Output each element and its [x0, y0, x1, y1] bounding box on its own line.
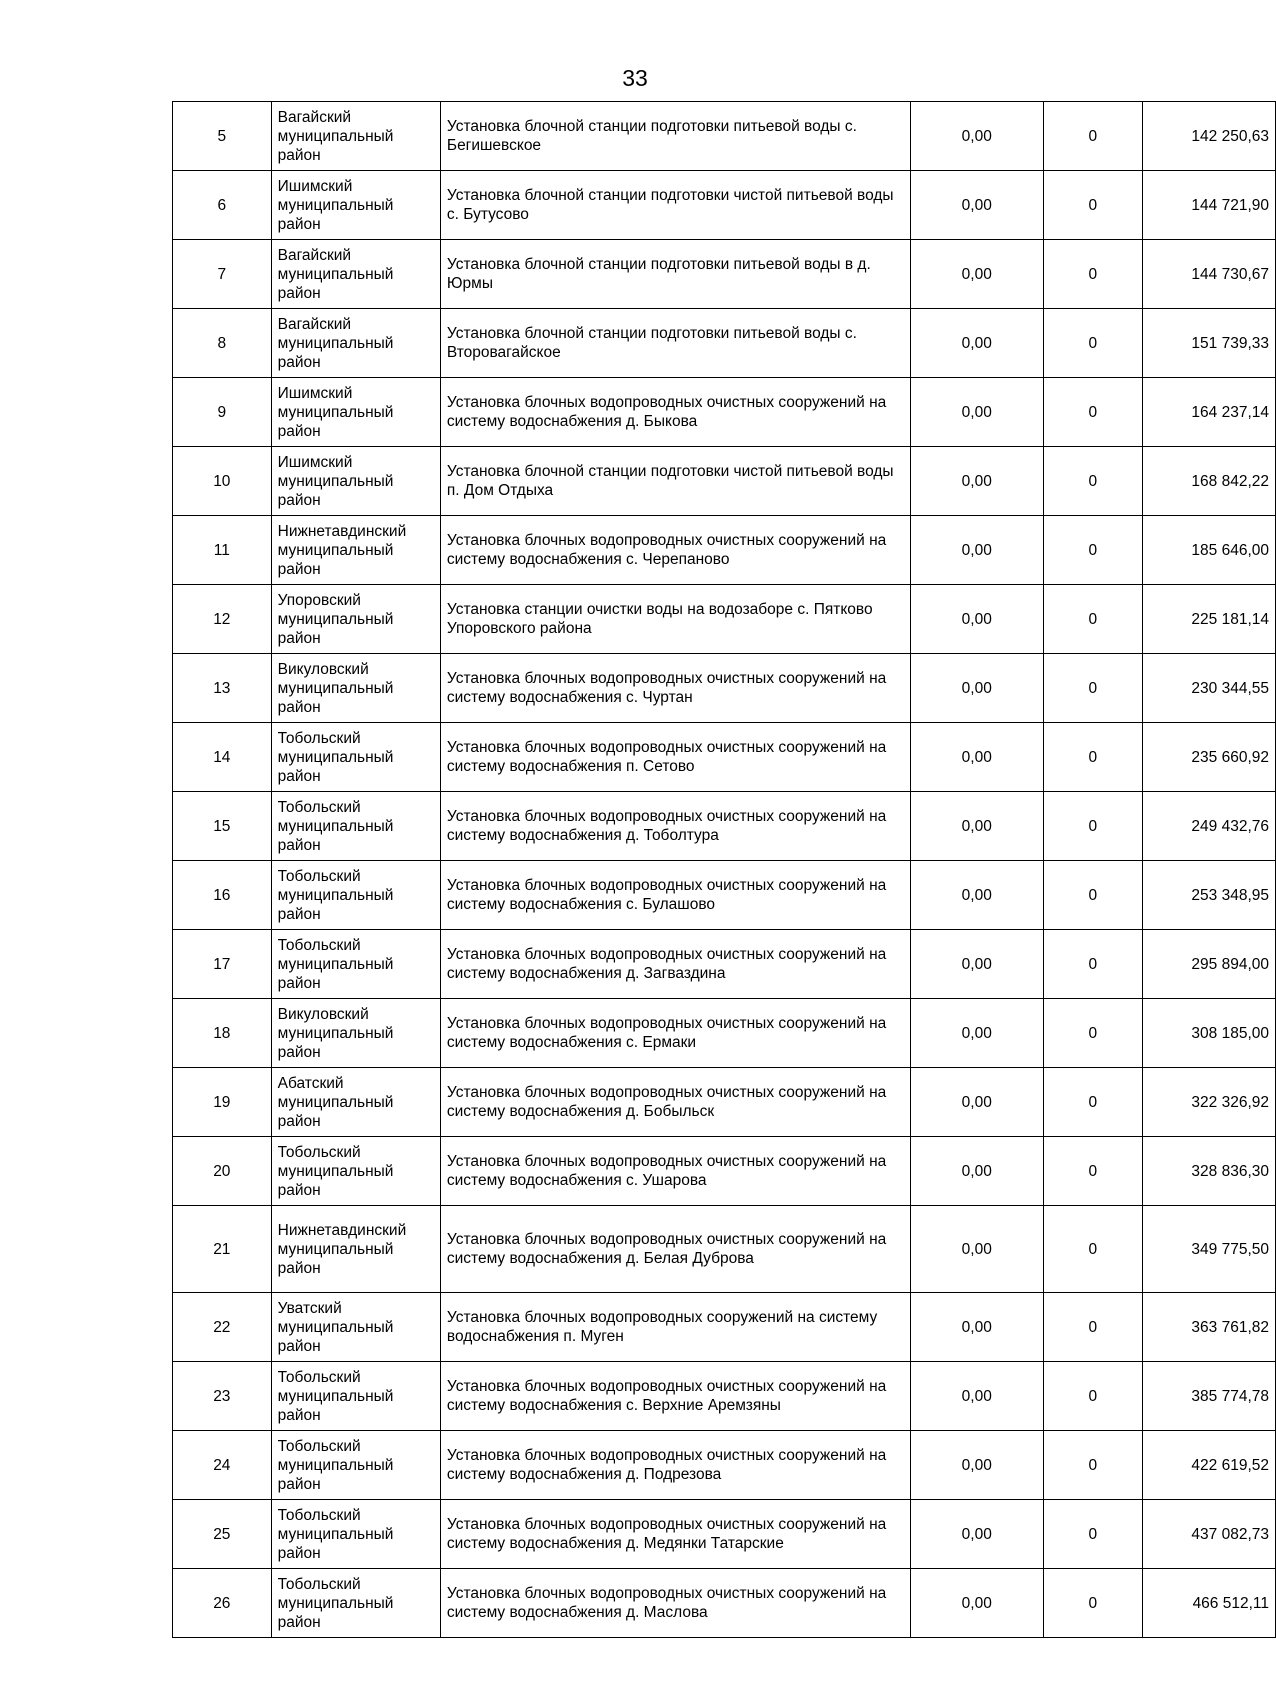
- table-row: [173, 723, 1276, 792]
- project-description: Установка блочных водопроводных очистных сооружений на систему водоснабжения д. Бобыльск: [440, 1068, 910, 1137]
- value-col-2: 0: [1043, 585, 1142, 654]
- table-row: [173, 1206, 1276, 1293]
- value-col-1: 0,00: [910, 654, 1043, 723]
- table-row: [173, 654, 1276, 723]
- value-col-2: 0: [1043, 516, 1142, 585]
- table-body: [173, 102, 1276, 1638]
- value-col-1: 0,00: [910, 378, 1043, 447]
- row-number: 16: [173, 861, 272, 930]
- municipality-name: Вагайский муниципальный район: [271, 240, 440, 309]
- row-number: 8: [173, 309, 272, 378]
- value-col-2: 0: [1043, 723, 1142, 792]
- row-number: 26: [173, 1569, 272, 1638]
- row-number: 13: [173, 654, 272, 723]
- project-description: Установка блочных водопроводных очистных сооружений на систему водоснабжения п. Сетово: [440, 723, 910, 792]
- value-col-2: 0: [1043, 378, 1142, 447]
- table-row: [173, 1431, 1276, 1500]
- value-col-1: 0,00: [910, 999, 1043, 1068]
- value-col-1: 0,00: [910, 723, 1043, 792]
- value-col-1: 0,00: [910, 1431, 1043, 1500]
- value-col-1: 0,00: [910, 309, 1043, 378]
- project-description: Установка блочной станции подготовки питьевой воды с. Второвагайское: [440, 309, 910, 378]
- value-col-3: 308 185,00: [1142, 999, 1275, 1068]
- row-number: 14: [173, 723, 272, 792]
- project-description: Установка блочных водопроводных очистных сооружений на систему водоснабжения д. Быкова: [440, 378, 910, 447]
- value-col-1: 0,00: [910, 1362, 1043, 1431]
- value-col-2: 0: [1043, 930, 1142, 999]
- value-col-3: 385 774,78: [1142, 1362, 1275, 1431]
- table-row: [173, 447, 1276, 516]
- value-col-3: 349 775,50: [1142, 1206, 1275, 1293]
- table-row: [173, 1293, 1276, 1362]
- value-col-3: 168 842,22: [1142, 447, 1275, 516]
- project-description: Установка блочных водопроводных очистных сооружений на систему водоснабжения с. Булашово: [440, 861, 910, 930]
- value-col-1: 0,00: [910, 516, 1043, 585]
- table-row: [173, 1500, 1276, 1569]
- municipality-name: Тобольский муниципальный район: [271, 1137, 440, 1206]
- row-number: 5: [173, 102, 272, 171]
- municipality-name: Нижнетавдинский муниципальный район: [271, 1206, 440, 1293]
- value-col-3: 235 660,92: [1142, 723, 1275, 792]
- table-row: [173, 999, 1276, 1068]
- project-description: Установка блочной станции подготовки чистой питьевой воды с. Бутусово: [440, 171, 910, 240]
- value-col-3: 144 721,90: [1142, 171, 1275, 240]
- value-col-3: 225 181,14: [1142, 585, 1275, 654]
- municipality-name: Абатский муниципальный район: [271, 1068, 440, 1137]
- value-col-3: 142 250,63: [1142, 102, 1275, 171]
- municipality-name: Тобольский муниципальный район: [271, 1500, 440, 1569]
- value-col-3: 253 348,95: [1142, 861, 1275, 930]
- value-col-2: 0: [1043, 1068, 1142, 1137]
- project-description: Установка блочных водопроводных очистных сооружений на систему водоснабжения с. Ермаки: [440, 999, 910, 1068]
- value-col-1: 0,00: [910, 240, 1043, 309]
- value-col-2: 0: [1043, 1206, 1142, 1293]
- value-col-1: 0,00: [910, 1569, 1043, 1638]
- municipality-name: Ишимский муниципальный район: [271, 171, 440, 240]
- project-description: Установка блочных водопроводных очистных сооружений на систему водоснабжения с. Верхние Аремзяны: [440, 1362, 910, 1431]
- table-row: [173, 516, 1276, 585]
- value-col-3: 230 344,55: [1142, 654, 1275, 723]
- value-col-2: 0: [1043, 861, 1142, 930]
- value-col-2: 0: [1043, 240, 1142, 309]
- value-col-1: 0,00: [910, 1137, 1043, 1206]
- table-row: [173, 309, 1276, 378]
- row-number: 15: [173, 792, 272, 861]
- value-col-3: 151 739,33: [1142, 309, 1275, 378]
- municipality-name: Нижнетавдинский муниципальный район: [271, 516, 440, 585]
- value-col-2: 0: [1043, 102, 1142, 171]
- value-col-2: 0: [1043, 309, 1142, 378]
- row-number: 12: [173, 585, 272, 654]
- value-col-2: 0: [1043, 447, 1142, 516]
- project-description: Установка блочных водопроводных очистных сооружений на систему водоснабжения с. Ушарова: [440, 1137, 910, 1206]
- row-number: 18: [173, 999, 272, 1068]
- project-description: Установка блочных водопроводных очистных сооружений на систему водоснабжения д. Тоболтура: [440, 792, 910, 861]
- table-row: [173, 1569, 1276, 1638]
- row-number: 17: [173, 930, 272, 999]
- row-number: 22: [173, 1293, 272, 1362]
- project-description: Установка станции очистки воды на водозаборе с. Пятково Упоровского района: [440, 585, 910, 654]
- table-row: [173, 585, 1276, 654]
- municipality-name: Тобольский муниципальный район: [271, 1362, 440, 1431]
- project-description: Установка блочных водопроводных очистных сооружений на систему водоснабжения д. Белая Дуброва: [440, 1206, 910, 1293]
- value-col-1: 0,00: [910, 1068, 1043, 1137]
- municipality-name: Тобольский муниципальный район: [271, 1431, 440, 1500]
- value-col-1: 0,00: [910, 585, 1043, 654]
- value-col-2: 0: [1043, 1500, 1142, 1569]
- table-row: [173, 240, 1276, 309]
- value-col-3: 466 512,11: [1142, 1569, 1275, 1638]
- row-number: 20: [173, 1137, 272, 1206]
- value-col-3: 249 432,76: [1142, 792, 1275, 861]
- municipality-name: Уватский муниципальный район: [271, 1293, 440, 1362]
- row-number: 21: [173, 1206, 272, 1293]
- value-col-1: 0,00: [910, 102, 1043, 171]
- table-row: [173, 930, 1276, 999]
- municipality-name: Вагайский муниципальный район: [271, 102, 440, 171]
- project-description: Установка блочной станции подготовки питьевой воды с. Бегишевское: [440, 102, 910, 171]
- value-col-1: 0,00: [910, 1206, 1043, 1293]
- value-col-3: 328 836,30: [1142, 1137, 1275, 1206]
- value-col-2: 0: [1043, 654, 1142, 723]
- data-table: [172, 101, 1276, 1638]
- row-number: 19: [173, 1068, 272, 1137]
- municipality-name: Ишимский муниципальный район: [271, 378, 440, 447]
- value-col-1: 0,00: [910, 447, 1043, 516]
- project-description: Установка блочных водопроводных очистных сооружений на систему водоснабжения с. Чуртан: [440, 654, 910, 723]
- municipality-name: Тобольский муниципальный район: [271, 1569, 440, 1638]
- project-description: Установка блочных водопроводных сооружений на систему водоснабжения п. Муген: [440, 1293, 910, 1362]
- value-col-1: 0,00: [910, 792, 1043, 861]
- row-number: 9: [173, 378, 272, 447]
- row-number: 23: [173, 1362, 272, 1431]
- row-number: 10: [173, 447, 272, 516]
- row-number: 11: [173, 516, 272, 585]
- municipality-name: Ишимский муниципальный район: [271, 447, 440, 516]
- value-col-1: 0,00: [910, 1500, 1043, 1569]
- municipality-name: Тобольский муниципальный район: [271, 861, 440, 930]
- municipality-name: Тобольский муниципальный район: [271, 792, 440, 861]
- municipality-name: Вагайский муниципальный район: [271, 309, 440, 378]
- value-col-2: 0: [1043, 1137, 1142, 1206]
- value-col-2: 0: [1043, 1569, 1142, 1638]
- project-description: Установка блочной станции подготовки чистой питьевой воды п. Дом Отдыха: [440, 447, 910, 516]
- value-col-1: 0,00: [910, 1293, 1043, 1362]
- table-row: [173, 1137, 1276, 1206]
- value-col-2: 0: [1043, 999, 1142, 1068]
- municipality-name: Тобольский муниципальный район: [271, 930, 440, 999]
- table-row: [173, 378, 1276, 447]
- value-col-3: 295 894,00: [1142, 930, 1275, 999]
- value-col-2: 0: [1043, 1293, 1142, 1362]
- page-number: 33: [622, 65, 648, 91]
- project-description: Установка блочной станции подготовки питьевой воды в д. Юрмы: [440, 240, 910, 309]
- row-number: 6: [173, 171, 272, 240]
- value-col-2: 0: [1043, 792, 1142, 861]
- municipality-name: Тобольский муниципальный район: [271, 723, 440, 792]
- project-description: Установка блочных водопроводных очистных сооружений на систему водоснабжения с. Черепаново: [440, 516, 910, 585]
- table-row: [173, 861, 1276, 930]
- value-col-3: 422 619,52: [1142, 1431, 1275, 1500]
- value-col-3: 363 761,82: [1142, 1293, 1275, 1362]
- value-col-3: 437 082,73: [1142, 1500, 1275, 1569]
- row-number: 7: [173, 240, 272, 309]
- project-description: Установка блочных водопроводных очистных сооружений на систему водоснабжения д. Маслова: [440, 1569, 910, 1638]
- project-description: Установка блочных водопроводных очистных сооружений на систему водоснабжения д. Медянки Татарские: [440, 1500, 910, 1569]
- municipality-name: Упоровский муниципальный район: [271, 585, 440, 654]
- table-row: [173, 102, 1276, 171]
- table-row: [173, 792, 1276, 861]
- table-row: [173, 1362, 1276, 1431]
- table-row: [173, 171, 1276, 240]
- value-col-2: 0: [1043, 1362, 1142, 1431]
- project-description: Установка блочных водопроводных очистных сооружений на систему водоснабжения д. Загваздина: [440, 930, 910, 999]
- table-row: [173, 1068, 1276, 1137]
- value-col-3: 144 730,67: [1142, 240, 1275, 309]
- value-col-3: 322 326,92: [1142, 1068, 1275, 1137]
- value-col-1: 0,00: [910, 861, 1043, 930]
- value-col-2: 0: [1043, 171, 1142, 240]
- value-col-3: 185 646,00: [1142, 516, 1275, 585]
- value-col-1: 0,00: [910, 930, 1043, 999]
- value-col-3: 164 237,14: [1142, 378, 1275, 447]
- row-number: 24: [173, 1431, 272, 1500]
- municipality-name: Викуловский муниципальный район: [271, 999, 440, 1068]
- value-col-1: 0,00: [910, 171, 1043, 240]
- value-col-2: 0: [1043, 1431, 1142, 1500]
- project-description: Установка блочных водопроводных очистных сооружений на систему водоснабжения д. Подрезова: [440, 1431, 910, 1500]
- row-number: 25: [173, 1500, 272, 1569]
- municipality-name: Викуловский муниципальный район: [271, 654, 440, 723]
